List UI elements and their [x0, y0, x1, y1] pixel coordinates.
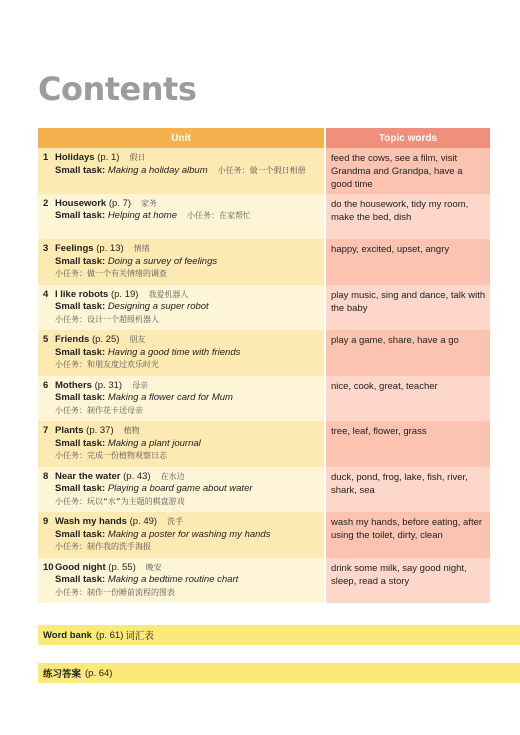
table-row[interactable] [38, 285, 490, 331]
unit-cell [38, 194, 324, 240]
unit-page: (p. 31) [94, 379, 123, 391]
small-task-label: Small task: [55, 164, 106, 176]
unit-page: (p. 19) [110, 288, 139, 300]
topic-words-cell: play a game, share, have a go [326, 330, 490, 376]
unit-number: 4 [43, 288, 49, 300]
small-task: Making a bedtime routine chart [107, 574, 239, 585]
small-task-cn: 小任务：设计一个超级机器人 [55, 314, 159, 324]
unit-cell [38, 558, 324, 604]
small-task: Making a flower card for Mum [107, 392, 233, 403]
table-row[interactable] [38, 239, 490, 285]
unit-page: (p. 25) [91, 334, 120, 345]
word-bank-label: Word bank [43, 629, 92, 641]
unit-page: (p. 43) [123, 470, 151, 482]
unit-name-cn: 情绪 [133, 244, 150, 253]
unit-name-cn: 洗手 [167, 517, 184, 526]
small-task-label: Small task: [55, 301, 106, 312]
unit-page: (p. 55) [108, 561, 136, 573]
table-row[interactable] [38, 376, 490, 422]
unit-name-cn: 家务 [141, 198, 158, 208]
topic-words-cell: wash my hands, before eating, after using the toilet, dirty, clean [326, 512, 490, 558]
page-title: Contents [38, 70, 197, 108]
unit-name: Plants [55, 425, 84, 436]
unit-name: Friends [55, 334, 90, 345]
topic-words-cell: tree, leaf, flower, grass [326, 421, 490, 467]
small-task-cn: 小任务：制作我的洗手海报 [55, 542, 151, 551]
unit-name-cn: 在水边 [160, 471, 185, 481]
small-task-label: Small task: [55, 210, 106, 221]
small-task-label: Small task: [55, 574, 106, 585]
unit-page: (p. 13) [96, 243, 124, 254]
table-row[interactable] [38, 421, 490, 467]
unit-page: (p. 37) [86, 425, 114, 436]
unit-name: I like robots [55, 288, 109, 300]
unit-column-header: Unit [38, 128, 324, 148]
topic-words-cell: feed the cows, see a film, visit Grandma and Grandpa, have a good time [326, 148, 490, 194]
small-task-label: Small task: [55, 392, 106, 403]
small-task-cn: 小任务：制作花卡送母亲 [55, 405, 143, 415]
table-row[interactable] [38, 558, 490, 604]
unit-name-cn: 假日 [129, 153, 146, 162]
small-task-cn: 小任务：在家帮忙 [187, 211, 251, 220]
small-task: Doing a survey of feelings [107, 255, 218, 267]
unit-cell [38, 148, 324, 194]
unit-cell [38, 421, 324, 467]
small-task: Having a good time with friends [107, 346, 241, 358]
answers-page: (p. 64) [85, 667, 113, 679]
unit-name: Holidays [55, 152, 95, 163]
unit-name-cn: 我爱机器人 [148, 289, 189, 299]
table-row[interactable] [38, 194, 490, 240]
unit-name-cn: 植物 [123, 426, 140, 435]
small-task-cn: 小任务：玩以“水”为主题的棋盘游戏 [55, 496, 185, 506]
unit-number: 3 [43, 243, 49, 254]
unit-page: (p. 1) [97, 152, 120, 163]
contents-table [38, 128, 490, 603]
word-bank-link[interactable] [38, 625, 520, 645]
topic-words-cell: nice, cook, great, teacher [326, 376, 490, 422]
unit-number: 7 [43, 425, 49, 436]
topic-words-cell: drink some milk, say good night, sleep, read a story [326, 558, 490, 604]
topic-words-cell: play music, sing and dance, talk with the baby [326, 285, 490, 331]
topic-words-cell: duck, pond, frog, lake, fish, river, shark, sea [326, 467, 490, 513]
unit-cell [38, 512, 324, 558]
unit-number: 1 [43, 152, 49, 163]
unit-number: 5 [43, 334, 49, 345]
topic-words-column-header: Topic words [326, 128, 490, 148]
unit-name: Near the water [55, 470, 121, 482]
word-bank-cn: 词汇表 [125, 631, 154, 642]
small-task: Making a plant journal [107, 437, 201, 449]
unit-cell [38, 376, 324, 422]
table-row[interactable] [38, 148, 490, 194]
unit-number: 9 [43, 516, 49, 527]
unit-name-cn: 母亲 [132, 380, 149, 390]
small-task-label: Small task: [55, 437, 106, 449]
unit-name: Wash my hands [55, 516, 127, 527]
unit-number: 8 [43, 470, 49, 482]
small-task-cn: 小任务：做一个假日相册 [217, 165, 306, 175]
unit-name: Housework [55, 197, 107, 209]
small-task-cn: 小任务：做一个有关情绪的调查 [55, 269, 167, 278]
small-task-cn: 小任务：和朋友度过欢乐时光 [55, 360, 159, 369]
topic-words-cell: happy, excited, upset, angry [326, 239, 490, 285]
table-row[interactable] [38, 467, 490, 513]
small-task-cn: 小任务：制作一份睡前流程的图表 [55, 587, 175, 597]
small-task-label: Small task: [55, 483, 106, 494]
small-task: Making a holiday album [107, 164, 208, 176]
unit-number: 6 [43, 379, 49, 391]
unit-name: Mothers [55, 379, 92, 391]
table-header [38, 128, 490, 148]
small-task-label: Small task: [55, 528, 106, 540]
small-task: Making a poster for washing my hands [107, 528, 271, 540]
unit-page: (p. 7) [108, 197, 132, 209]
unit-cell [38, 239, 324, 285]
answers-label: 练习答案 [43, 669, 82, 680]
unit-name: Feelings [55, 243, 94, 254]
small-task-label: Small task: [55, 346, 106, 358]
unit-name: Good night [55, 561, 106, 573]
unit-page: (p. 49) [129, 516, 158, 527]
small-task-cn: 小任务：完成一份植物观察日志 [55, 451, 167, 460]
answers-link[interactable] [38, 663, 520, 683]
small-task: Designing a super robot [107, 301, 209, 312]
unit-cell [38, 330, 324, 376]
word-bank-page: (p. 61) [95, 629, 124, 641]
unit-cell [38, 285, 324, 331]
unit-number: 10 [43, 561, 54, 573]
topic-words-cell: do the housework, tidy my room, make the bed, dish [326, 194, 490, 240]
small-task: Helping at home [107, 210, 177, 221]
small-task-label: Small task: [55, 255, 106, 267]
table-row[interactable] [38, 512, 490, 558]
unit-cell [38, 467, 324, 513]
unit-number: 2 [43, 197, 49, 209]
unit-name-cn: 朋友 [129, 335, 146, 344]
small-task: Playing a board game about water [107, 483, 253, 494]
unit-name-cn: 晚安 [145, 562, 162, 572]
table-row[interactable] [38, 330, 490, 376]
